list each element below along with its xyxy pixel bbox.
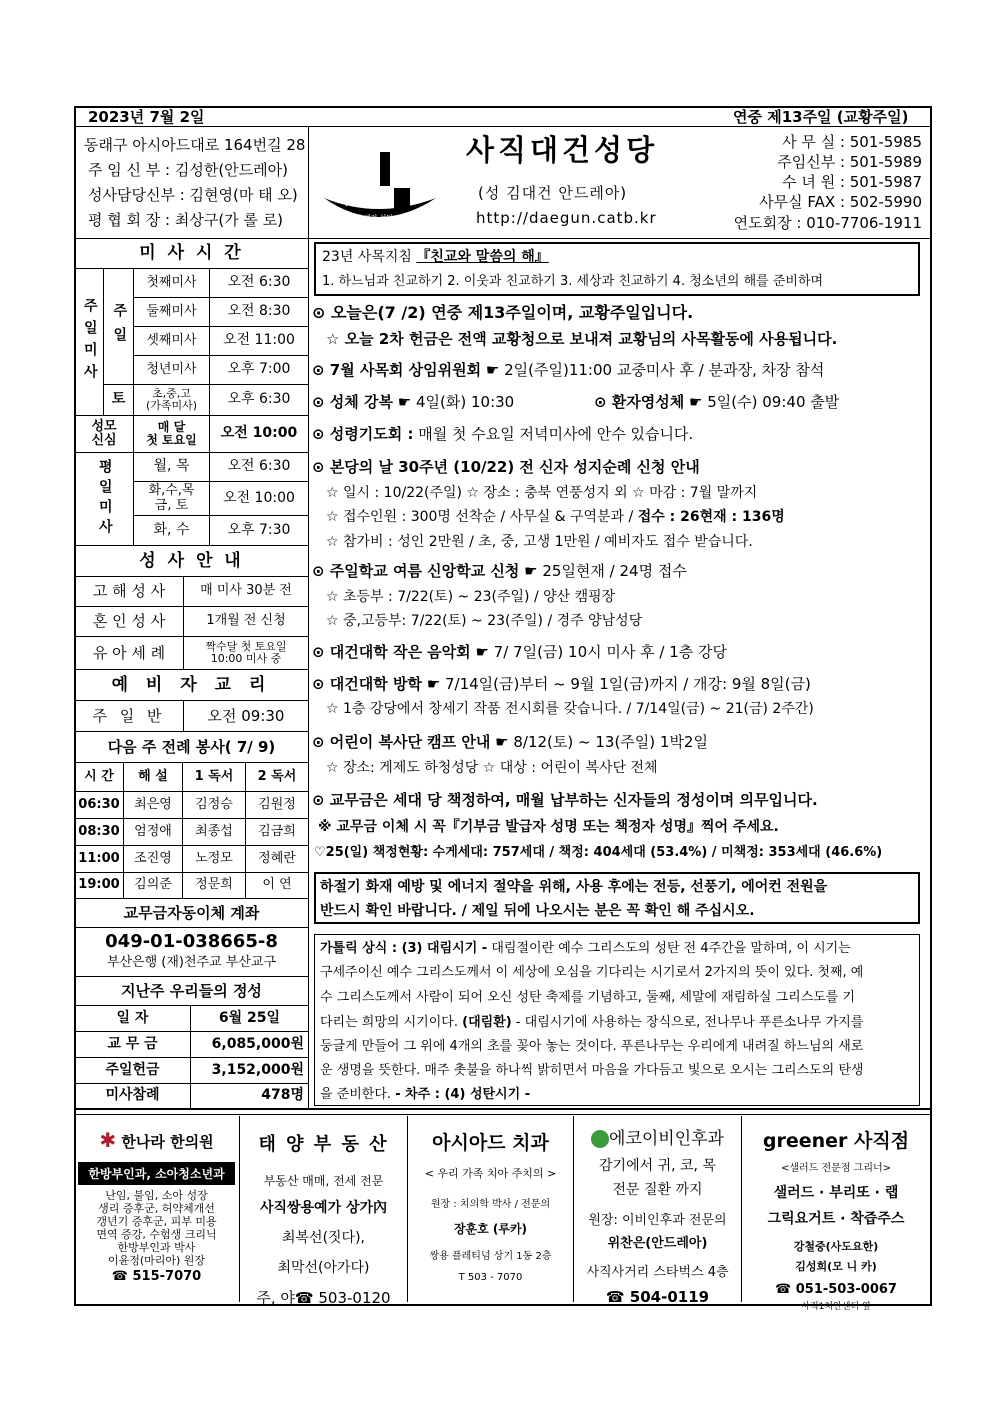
service-commentator-1: 최은영 — [123, 791, 183, 819]
sacrament-name-2: 혼 인 성 사 — [74, 606, 184, 637]
notice-altar-camp: ⊙ 어린이 복사단 캠프 안내 ☛ 8/12(토) ~ 13(주일) 1박2일 — [312, 733, 708, 751]
contact-funeral: 연도회장 : 010-7706-1911 — [733, 214, 922, 232]
notice-summer-school: ⊙ 주일학교 여름 신앙학교 신청 ☛ 25일현재 / 24명 접수 — [312, 562, 687, 580]
parish-pastor: 주 임 신 부 : 김성한(안드레아) — [88, 161, 288, 179]
notice-pilgrimage-date: ☆ 일시 : 10/22(주일) ☆ 장소 : 충북 연풍성지 외 ☆ 마감 : 7월 말까지 — [326, 485, 758, 501]
pointing-hand-icon: ☛ — [475, 643, 489, 661]
weekday-time-2: 오전 10:00 — [209, 481, 309, 516]
transfer-title: 교무금자동이체 계좌 — [74, 898, 309, 928]
pointing-hand-icon: ☛ — [495, 733, 509, 751]
ad-taeyang-line-2: 사직쌍용예가 상가內 — [259, 1200, 388, 1216]
mass-name-2: 둘째미사 — [133, 297, 210, 327]
ad-asiad-line-2: 장훈호 (루카) — [453, 1222, 528, 1236]
notice-pilgrimage-fee: ☆ 참가비 : 성인 2만원 / 초, 중, 고생 1만원 / 예비자도 접수 받습니다. — [326, 534, 753, 550]
summer-notice-line-1: 하절기 화재 예방 및 에너지 절약을 위해, 사용 후에는 전등, 선풍기, 에어컨 전원을 — [320, 879, 828, 895]
sunday-mass-label: 주일미사 — [74, 268, 104, 416]
masthead-divider — [308, 126, 309, 238]
service-head-time: 시 간 — [74, 762, 124, 792]
service-reader2-3: 정혜란 — [245, 845, 309, 873]
notice-summer-elementary: ☆ 초등부 : 7/22(토) ~ 23(주일) / 양산 캠핑장 — [326, 589, 616, 605]
ad-greener-phone: ☎ 051-503-0067 — [775, 1282, 897, 1297]
service-title: 다음 주 전례 봉사( 7/ 9) — [74, 731, 309, 763]
saturday-label: 토 — [103, 384, 134, 416]
notice-prayer-meeting: ⊙ 성령기도회 : 매월 첫 수요일 저녁미사에 안수 있습니다. — [312, 425, 694, 443]
sacrament-name-3: 유 아 세 례 — [74, 636, 184, 670]
sacrament-name-1: 고 해 성 사 — [74, 576, 184, 607]
ad-greener-foot: 사직1치안센터 옆 — [801, 1302, 871, 1312]
notice-altar-camp-detail: ☆ 장소: 게제도 하청성당 ☆ 대상 : 어린이 복사단 전체 — [326, 760, 658, 776]
pointing-hand-icon: ☛ — [426, 675, 441, 693]
mass-name-3: 셋째미사 — [133, 326, 210, 356]
service-reader1-2: 최종섭 — [182, 818, 246, 846]
service-time-1: 06:30 — [74, 791, 124, 819]
issue-date: 2023년 7월 2일 — [88, 108, 205, 126]
parish-logo — [318, 140, 442, 232]
service-reader1-4: 정문희 — [182, 872, 246, 899]
marian-devotion-when: 매 달 첫 토요일 — [133, 415, 210, 453]
offering-label-4: 미사참례 — [74, 1083, 191, 1109]
catholic-line-7: 을 준비한다. - 차주 : (4) 성탄시기 - — [320, 1087, 531, 1102]
ad-taeyang-line-4: 최막선(아가다) — [277, 1260, 370, 1276]
notice-second-collection: ☆ 오늘 2차 헌금은 전액 교황청으로 보내져 교황님의 사목활동에 사용됩니다. — [326, 330, 838, 348]
mass-name-1: 첫째미사 — [133, 268, 210, 298]
liturgical-week: 연중 제13주일 (교황주일) — [733, 108, 909, 126]
service-reader2-2: 김금희 — [245, 818, 309, 846]
notice-benediction: ⊙ 성체 강복 ☛ 4일(화) 10:30 — [312, 393, 515, 411]
ad-asiad-line-4: T 503 - 7070 — [458, 1272, 523, 1283]
parish-name: 사직대건성당 — [466, 133, 659, 167]
weekday-days-1: 월, 목 — [133, 452, 210, 482]
notice-exhibition: ☆ 1층 강당에서 창세기 작품 전시회를 갖습니다. / 7/14일(금) ~ 21(금) 2주간) — [326, 701, 814, 717]
service-time-2: 08:30 — [74, 818, 124, 846]
notice-sick-communion: ⊙ 환자영성체 ☛ 5일(수) 09:40 출발 — [594, 393, 840, 411]
sacrament-info-2: 1개월 전 신청 — [183, 606, 309, 637]
ad-greener-line-4: 김성희(모 니 카) — [795, 1260, 877, 1273]
service-head-commentary: 해 설 — [123, 762, 183, 792]
service-reader2-4: 이 연 — [245, 872, 309, 899]
ad-greener-line-1: 샐러드 · 부리또 · 랩 — [773, 1185, 899, 1201]
ad-hannara[interactable] — [74, 1116, 240, 1302]
logo-text: 사직 대건 성당 — [348, 214, 394, 222]
catechumen-title: 예 비 자 교 리 — [74, 669, 309, 701]
sacrament-info-1: 매 미사 30분 전 — [183, 576, 309, 607]
pointing-hand-icon: ☛ — [397, 393, 412, 411]
ad-hannara-line-3: 갱년기 증후군, 피부 미용 — [96, 1215, 217, 1228]
ad-eco-ent[interactable] — [574, 1116, 742, 1306]
ad-asiad-title: 아시아드 치과 — [432, 1132, 549, 1154]
ad-asiad-sub: < 우리 가족 치아 주치의 > — [424, 1167, 557, 1180]
mass-time-5: 오후 6:30 — [209, 384, 309, 416]
ad-greener[interactable] — [742, 1116, 930, 1312]
offering-title: 지난주 우리들의 정성 — [74, 976, 309, 1006]
service-time-3: 11:00 — [74, 845, 124, 873]
summer-notice-line-2: 반드시 확인 바랍니다. / 제일 뒤에 나오시는 분은 꼭 확인 해 주십시오. — [320, 903, 755, 919]
weekday-time-3: 오후 7:30 — [209, 515, 309, 546]
ad-eco-phone: ☎ 504-0119 — [605, 1288, 710, 1306]
notice-concert: ⊙ 대건대학 작은 음악회 ☛ 7/ 7일(금) 10시 미사 후 / 1층 강당 — [312, 643, 727, 661]
ads-divider-top-2 — [74, 1114, 932, 1115]
notice-summer-secondary: ☆ 중,고등부: 7/22(토) ~ 23(주일) / 경주 양남성당 — [326, 613, 643, 629]
marian-devotion-time: 오전 10:00 — [209, 415, 309, 453]
notice-dues: ⊙ 교무금은 세대 당 책정하여, 매월 납부하는 신자들의 정성이며 의무입니다. — [312, 791, 818, 809]
sacrament-info-3: 짝수달 첫 토요일 10:00 미사 중 — [183, 636, 309, 670]
ad-hannara-line-2: 생리 증후군, 허약체개선 — [98, 1202, 215, 1215]
notice-dues-status: ♡25(일) 책정현황: 수게세대: 757세대 / 책정: 404세대 (53.4%) / 미책정: 353세대 (46.6%) — [314, 845, 883, 860]
notice-college-break: ⊙ 대건대학 방학 ☛ 7/14일(금)부터 ~ 9월 1일(금)까지 / 개강: 9월 8일(금) — [312, 675, 811, 693]
ad-asiad-dental[interactable] — [408, 1116, 574, 1302]
mass-time-1: 오전 6:30 — [209, 268, 309, 298]
parish-address: 동래구 아시아드대로 164번길 28 — [84, 136, 306, 154]
catholic-line-2: 구세주이신 예수 그리스도께서 이 세상에 오심을 기다리는 시기로서 2가지의 뜻이 있다. 첫째, 예 — [320, 965, 864, 980]
contact-pastor: 주임신부 : 501-5989 — [777, 153, 922, 171]
ad-taeyang-line-3: 최복선(짓다), — [282, 1230, 365, 1246]
pastoral-title: 23년 사목지침 『친교와 말씀의 해』 — [322, 249, 549, 265]
notice-standing-committee: ⊙ 7월 사목회 상임위원회 ☛ 2일(주일)11:00 교중미사 후 / 분과장, 차장 참석 — [312, 361, 825, 379]
ad-asiad-line-3: 쌍용 플레티넘 상기 1동 2층 — [429, 1251, 552, 1262]
ad-taeyang-phone: 주, 야☎ 503-0120 — [256, 1289, 391, 1307]
ad-hannara-phone: ☎ 515-7070 — [111, 1269, 202, 1284]
offering-value-1: 6월 25일 — [190, 1005, 309, 1032]
eco-logo-icon — [591, 1130, 609, 1148]
ad-greener-sub: <샐러드 전문점 그리너> — [780, 1163, 892, 1174]
ad-asiad-line-1: 원장 : 치의학 박사 / 전문의 — [430, 1199, 551, 1210]
service-commentator-2: 엄정애 — [123, 818, 183, 846]
contact-fax: 사무실 FAX : 502-5990 — [759, 193, 922, 211]
ad-eco-title: 에코이비인후과 — [574, 1124, 741, 1149]
sunday-label: 주일 — [103, 268, 134, 385]
transfer-account: 049-01-038665-8 — [105, 931, 278, 952]
ad-hannara-line-1: 난임, 불임, 소아 성장 — [105, 1189, 208, 1202]
parish-patron: (성 김대건 안드레아) — [478, 184, 628, 202]
weekday-days-2: 화,수,목 금, 토 — [133, 481, 210, 516]
ad-hannara-line-4: 면역 증강, 수험생 크리닉 — [96, 1228, 217, 1241]
ad-greener-title: greener 사직점 — [762, 1130, 910, 1152]
service-time-4: 19:00 — [74, 872, 124, 899]
contact-office: 사 무 실 : 501-5985 — [782, 133, 922, 151]
offering-value-2: 6,085,000원 — [190, 1031, 309, 1058]
offering-value-3: 3,152,000원 — [190, 1057, 309, 1084]
ad-taeyang-title: 태 양 부 동 산 — [258, 1134, 389, 1155]
mass-time-4: 오후 7:00 — [209, 355, 309, 385]
notice-dues-transfer: ※ 교무금 이체 시 꼭『기부금 발급자 성명 또는 책정자 성명』찍어 주세요. — [318, 819, 779, 835]
ad-eco-line-1: 감기에서 귀, 코, 목 — [599, 1158, 716, 1174]
catholic-line-5: 둥글게 만들어 그 위에 4개의 초를 꽂아 놓는 것이다. 푸른나무는 우리에게 내려질 하느님의 새로 — [320, 1039, 864, 1054]
pointing-hand-icon: ☛ — [524, 562, 538, 580]
ad-eco-line-5: 사직사거리 스타벅스 4층 — [586, 1265, 729, 1280]
catholic-line-3: 수 그리스도께서 사람이 되어 오신 성탄 축제를 기념하고, 둘째, 세말에 재림하실 그리스도를 기 — [320, 990, 856, 1005]
ad-eco-line-2: 전문 질환 까지 — [612, 1182, 703, 1198]
mass-time-2: 오전 8:30 — [209, 297, 309, 327]
catechumen-class: 주 일 반 — [74, 700, 184, 732]
notice-pilgrimage-title: ⊙ 본당의 날 30주년 (10/22) 전 신자 성지순례 신청 안내 — [312, 458, 700, 476]
mass-times-title: 미 사 시 간 — [74, 238, 309, 269]
service-reader1-3: 노정모 — [182, 845, 246, 873]
weekday-time-1: 오전 6:30 — [209, 452, 309, 482]
mass-name-5: 초,중,고 (가족미사) — [133, 384, 210, 416]
pointing-hand-icon: ☛ — [689, 393, 703, 411]
offering-label-1: 일 자 — [74, 1005, 191, 1032]
weekday-days-3: 화, 수 — [133, 515, 210, 546]
cross-icon: ✱ — [99, 1128, 117, 1152]
header-divider — [74, 126, 932, 127]
pointing-hand-icon: ☛ — [485, 361, 500, 379]
notice-pilgrimage-capacity: ☆ 접수인원 : 300명 선착순 / 사무실 & 구역분과 / 접수 : 26현재 : 136명 — [326, 509, 785, 525]
catechumen-time: 오전 09:30 — [183, 700, 309, 732]
ad-greener-line-3: 강철중(사도요한) — [793, 1240, 879, 1253]
mass-name-4: 청년미사 — [133, 355, 210, 385]
service-head-reading1: 1 독서 — [182, 762, 246, 792]
notice-today: ⊙ 오늘은(7 /2) 연중 제13주일이며, 교황주일입니다. — [312, 303, 694, 322]
service-commentator-4: 김의준 — [123, 872, 183, 899]
marian-devotion-label: 성모 신심 — [74, 415, 134, 453]
transfer-bank: 부산은행 (재)천주교 부산교구 — [106, 955, 277, 970]
sacrament-title: 성 사 안 내 — [74, 545, 309, 577]
catholic-line-1: 가톨릭 상식 : (3) 대림시기 - 대림절이란 예수 그리스도의 성탄 전 4주간을 말하며, 이 시기는 — [320, 941, 851, 956]
catholic-line-4: 다리는 희망의 시기이다. (대림환) - 대림시기에 사용하는 장식으로, 전나무나 푸른소나무 가지를 — [320, 1015, 864, 1030]
parish-council: 평 협 회 장 : 최상구(가 롤 로) — [88, 211, 284, 229]
ad-hannara-title: ✱ 한나라 한의원 — [99, 1128, 214, 1152]
service-reader2-1: 김원정 — [245, 791, 309, 819]
service-reader1-1: 김정승 — [182, 791, 246, 819]
service-head-reading2: 2 독서 — [245, 762, 309, 792]
ad-taeyang[interactable] — [240, 1116, 408, 1307]
ad-hannara-line-5: 한방부인과 박사 — [117, 1241, 196, 1254]
ad-hannara-line-6: 이윤정(마리아) 원장 — [107, 1254, 206, 1267]
ad-hannara-tag: 한방부인과, 소아청소년과 — [78, 1162, 235, 1185]
offering-label-3: 주일헌금 — [74, 1057, 191, 1084]
pastoral-items: 1. 하느님과 친교하기 2. 이웃과 친교하기 3. 세상과 친교하기 4. 청소년의 해를 준비하며 — [322, 274, 824, 289]
parish-assistant: 성사담당신부 : 김현영(마 태 오) — [88, 186, 298, 204]
ad-taeyang-line-1: 부동산 매매, 전세 전문 — [263, 1174, 384, 1188]
ad-eco-line-3: 원장: 이비인후과 전문의 — [588, 1213, 727, 1228]
weekday-mass-label: 평일미사 — [74, 452, 134, 546]
service-commentator-3: 조진영 — [123, 845, 183, 873]
mass-time-3: 오전 11:00 — [209, 326, 309, 356]
ad-eco-line-4: 위찬은(안드레아) — [607, 1236, 708, 1251]
parish-url[interactable]: http://daegun.catb.kr — [476, 209, 657, 227]
catholic-line-6: 운 생명을 뜻한다. 매주 촛불을 하나씩 밝히면서 마음을 가다듬고 빛으로 오시는 그리스도의 탄생 — [320, 1063, 864, 1078]
offering-label-2: 교 무 금 — [74, 1031, 191, 1058]
contact-convent: 수 녀 원 : 501-5987 — [782, 173, 922, 191]
ads-divider-top — [74, 1108, 932, 1110]
offering-value-4: 478명 — [190, 1083, 309, 1109]
ad-greener-line-2: 그릭요거트 · 착즙주스 — [767, 1211, 905, 1227]
